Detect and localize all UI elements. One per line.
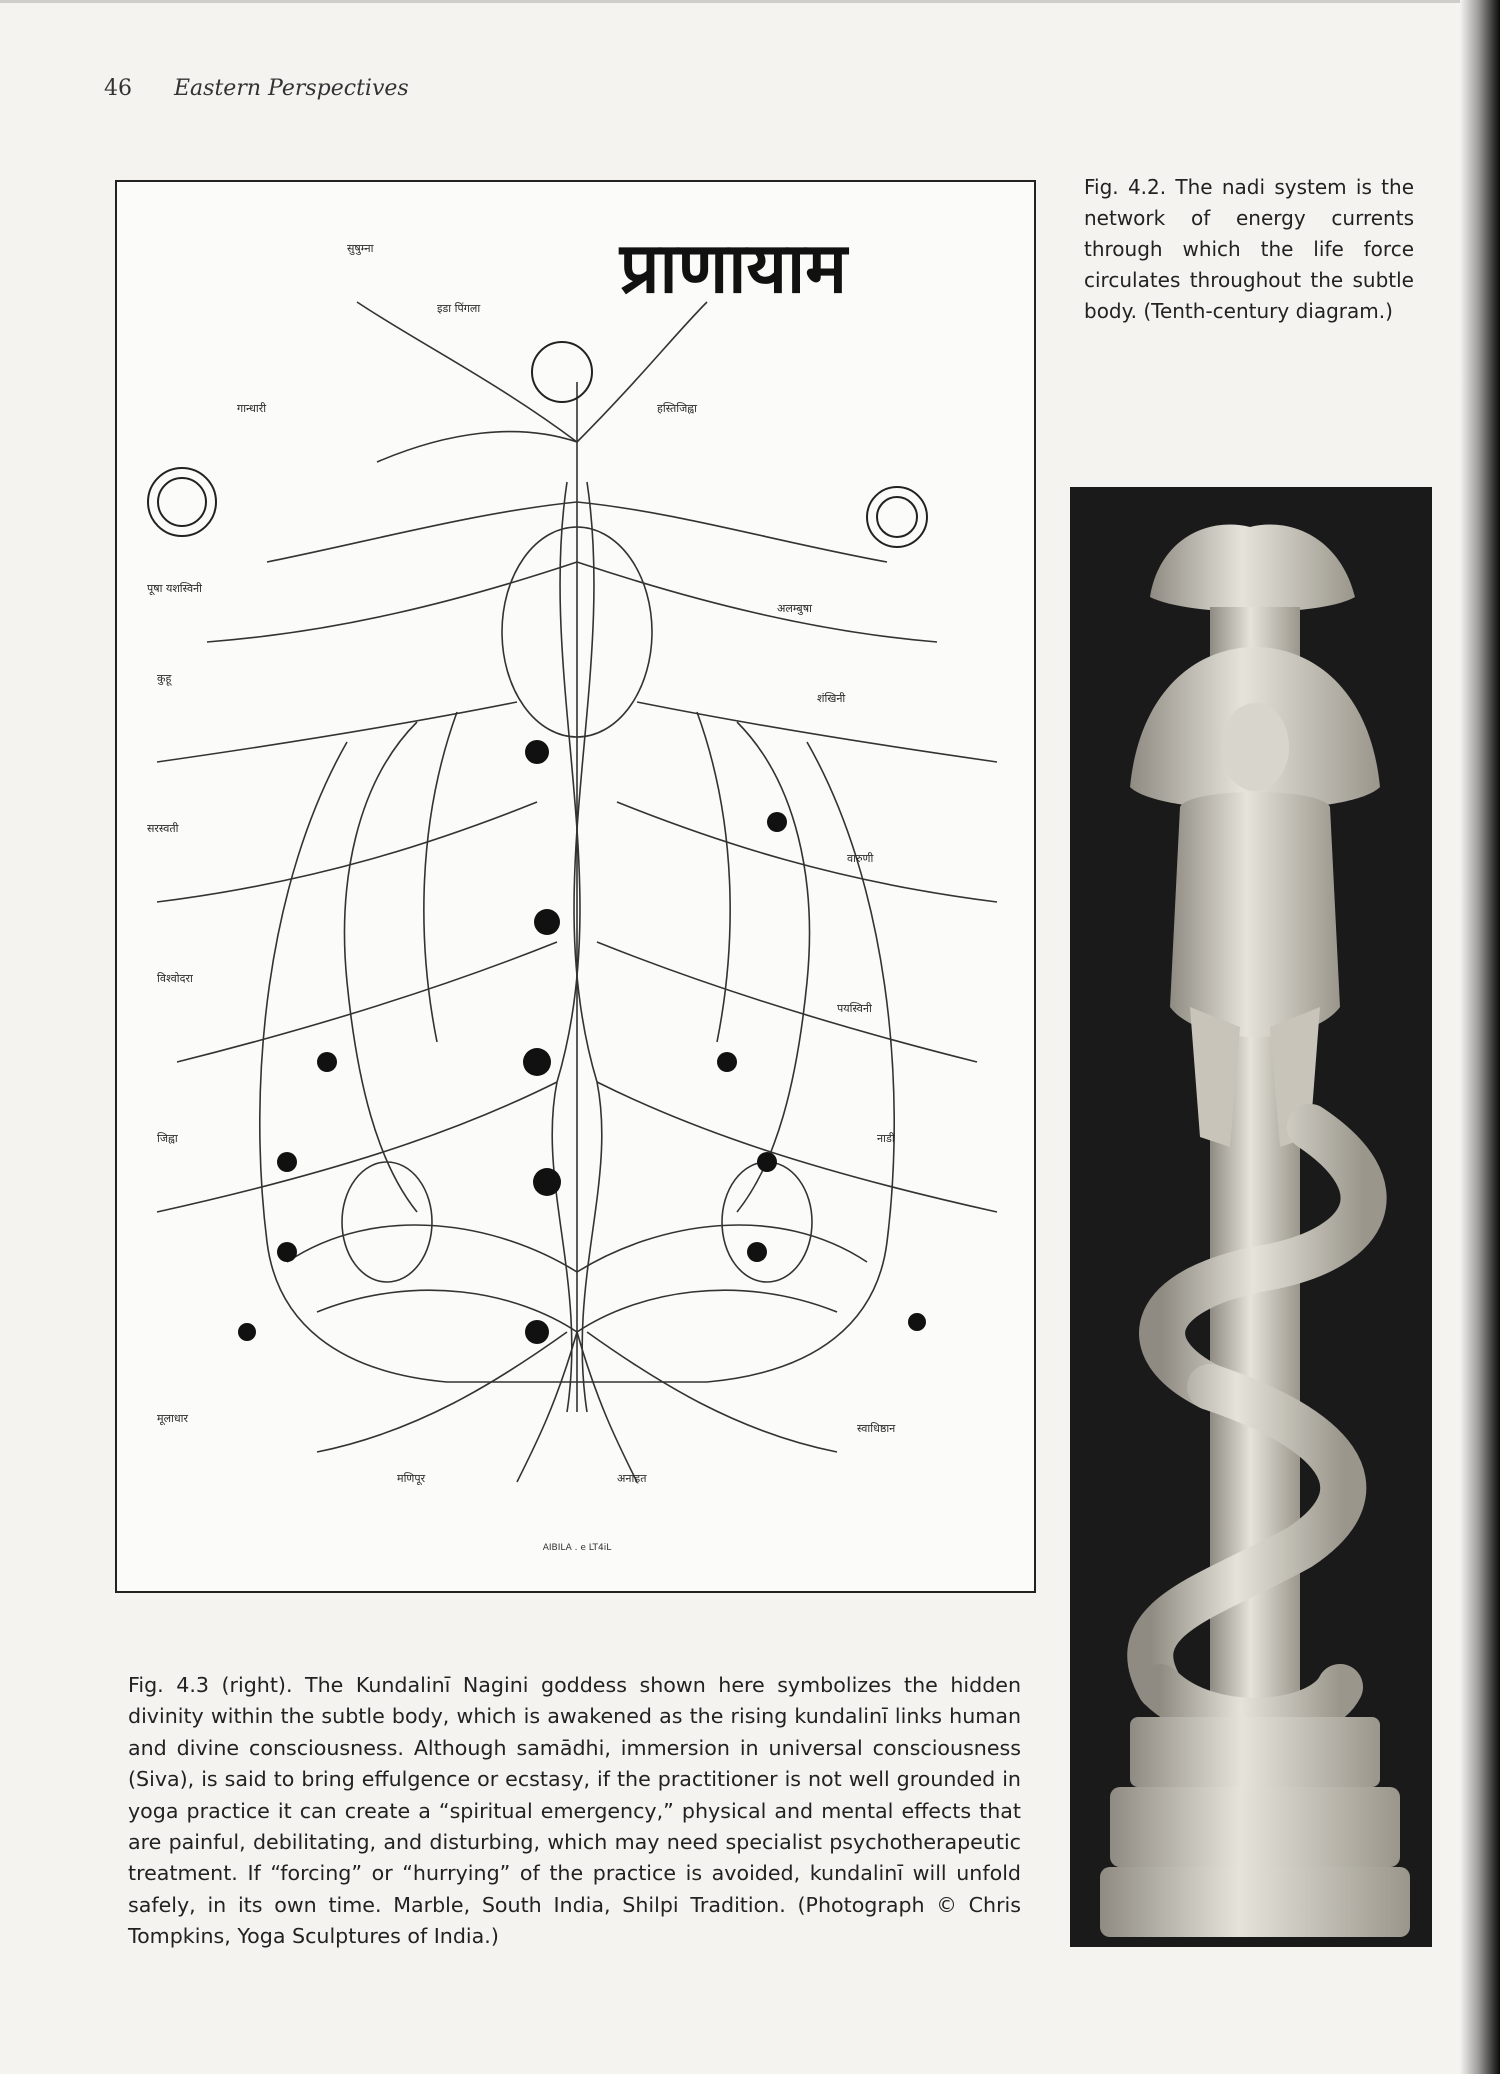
svg-text:सुषुम्ना: सुषुम्ना	[347, 242, 374, 255]
page-gutter-shadow	[1460, 0, 1500, 2074]
svg-text:शंखिनी: शंखिनी	[817, 692, 846, 705]
svg-text:सरस्वती: सरस्वती	[147, 822, 179, 835]
page-top-edge	[0, 0, 1460, 3]
svg-text:पयस्विनी: पयस्विनी	[837, 1002, 872, 1015]
svg-text:गान्धारी: गान्धारी	[237, 402, 267, 415]
page-number: 46	[104, 76, 132, 101]
running-header	[104, 76, 409, 101]
diagram-heading: प्राणायाम	[619, 227, 847, 309]
nadi-diagram-illustration	[117, 182, 1034, 1591]
svg-text:जिह्वा: जिह्वा	[157, 1132, 178, 1145]
sculpture-illustration	[1070, 487, 1432, 1947]
svg-text:इडा पिंगला: इडा पिंगला	[437, 302, 481, 315]
svg-text:हस्तिजिह्वा: हस्तिजिह्वा	[657, 402, 697, 415]
svg-text:मणिपूर: मणिपूर	[397, 1472, 426, 1485]
svg-text:वारुणी: वारुणी	[847, 852, 874, 865]
running-title: Eastern Perspectives	[174, 76, 409, 101]
svg-text:अनाहत: अनाहत	[617, 1472, 647, 1485]
caption-fig-4-2: Fig. 4.2. The nadi system is the network of energy currents through which the life force circulates throughout the subtle body. (Tenth-century diagram.)	[1084, 175, 1414, 323]
nadi-diagram-figure	[115, 180, 1036, 1593]
svg-text:कुहू: कुहू	[157, 672, 172, 685]
svg-text:अलम्बुषा: अलम्बुषा	[777, 602, 812, 615]
svg-text:विश्वोदरा: विश्वोदरा	[157, 972, 193, 985]
kundalini-sculpture-photo	[1070, 487, 1432, 1947]
svg-text:पूषा यशस्विनी: पूषा यशस्विनी	[147, 582, 203, 595]
svg-text:स्वाधिष्ठान: स्वाधिष्ठान	[857, 1422, 896, 1435]
svg-text:मूलाधार: मूलाधार	[157, 1412, 188, 1425]
diagram-bottom-label: AIBILA . e LT4iL	[542, 1543, 612, 1553]
svg-text:नाडी: नाडी	[877, 1132, 895, 1145]
caption-fig-4-3: Fig. 4.3 (right). The Kundalinī Nagini goddess shown here symbolizes the hidden divinity within the subtle body, which is awakened as the rising kundalinī links human and divine consciousness. Although samādhi, immersion in universal consciousness (Siva), is said to bring effulgence or ecstasy, if the practitioner is not well grounded in yoga practice it can create a “spiritual emergency,” physical and mental effects that are painful, debilitating, and disturbing, which may need specialist psychotherapeutic treatment. If “forcing” or “hurrying” of the practice is avoided, kundalinī will unfold safely, in its own time. Marble, South India, Shilpi Tradition. (Photograph © Chris Tompkins, Yoga Sculptures of India.)	[128, 1673, 1021, 1949]
